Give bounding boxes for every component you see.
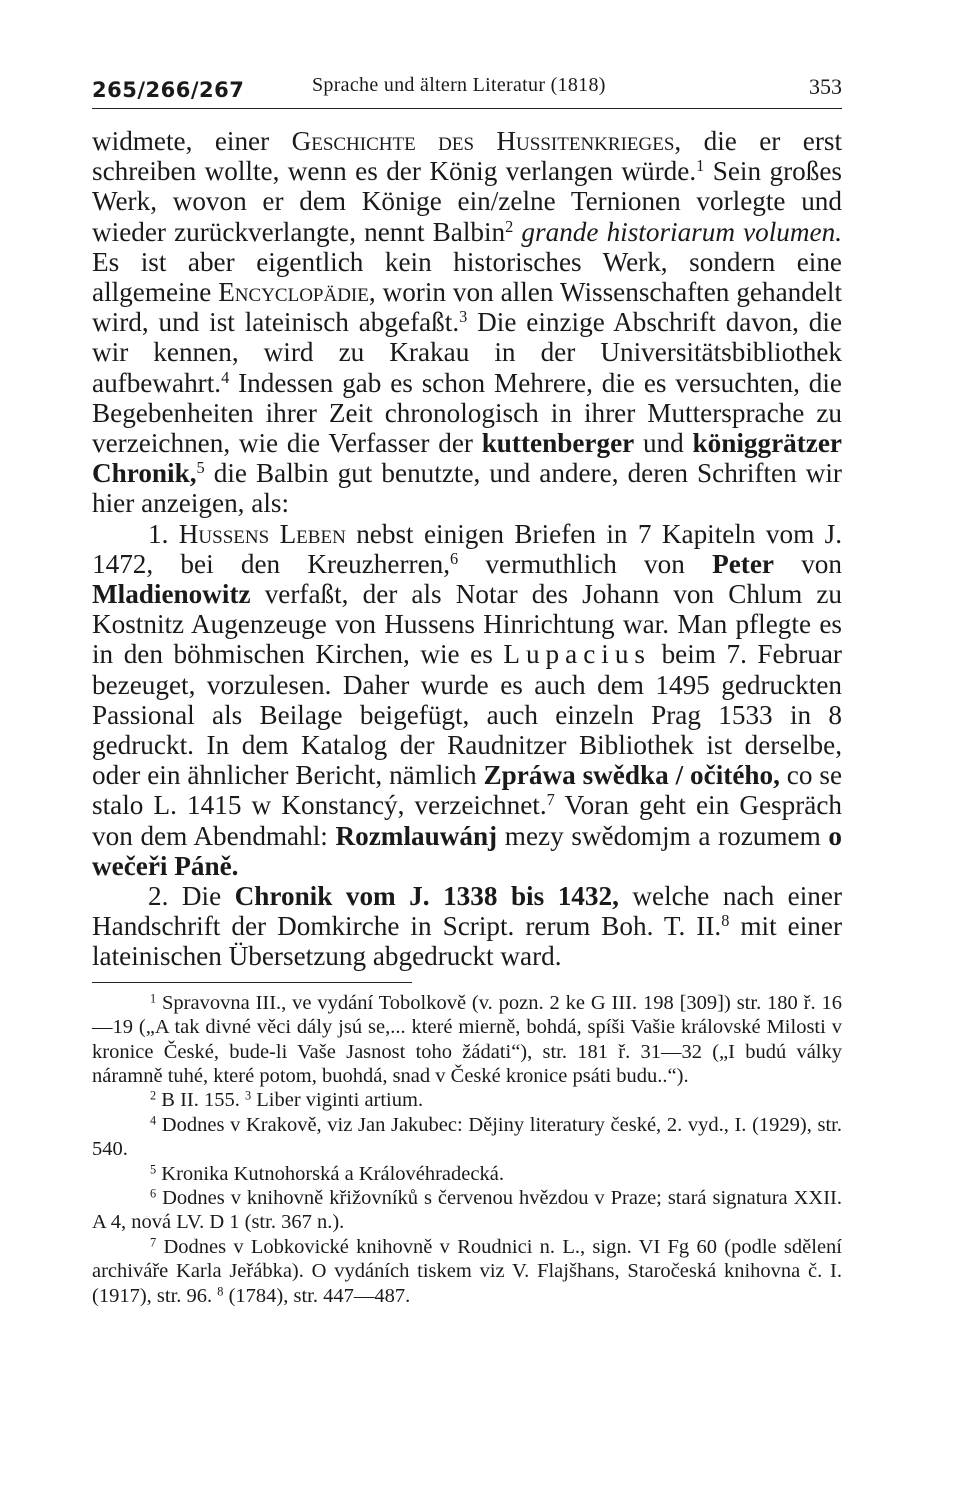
footnote-number: 8: [217, 1283, 224, 1298]
text-run: Indessen gab es schon Mehrere, die es versuchten, die Begebenheiten ihrer Zeit chronologisch in ihrer Muttersprache zu verzeichnen, wie die Verfasser der: [92, 367, 842, 459]
paragraph-2: [92, 519, 842, 881]
footnote-rule: [92, 982, 412, 983]
footnote-text: (1784), str. 447—487.: [223, 1284, 411, 1307]
text-run: 2. Die: [148, 881, 235, 912]
text-run: Voran geht ein Gespräch von dem Abendmahl:: [92, 790, 842, 851]
text-run: nebst einigen Briefen in 7 Kapiteln vom J. 1472, bei den Kreuzherren,: [92, 518, 842, 579]
bold-title: Zpráwa swědka / očitého,: [483, 760, 780, 791]
footnote-number: 6: [150, 1186, 157, 1201]
footnotes: [92, 991, 842, 1308]
footnote-number: 7: [150, 1235, 157, 1249]
footnote-text: Dodnes v Krakově, viz Jan Jakubec: Dějiny literatury české, 2. vyd., I. (1929), str. 540.: [92, 1113, 842, 1161]
text-run: Es ist aber eigentlich kein historisches Werk, sondern eine allgemeine: [92, 246, 842, 308]
text-run: die Balbin gut benutzte, und andere, deren Schriften wir hier anzeigen, als:: [92, 458, 842, 519]
small-caps-title: Geschichte des Hussitenkrieges: [291, 126, 675, 156]
text-run: beim 7. Februar bezeuget, vorzulesen. Daher wurde es auch dem 1495 gedruckten Passional als Beilage beigefügt, auch einzeln Prag 1533 in 8 gedruckt. In dem Katalog der Raudnitzer Bibliothek ist derselbe, oder ein ähnlicher Bericht, nämlich: [92, 639, 842, 791]
footnote-ref: 5: [196, 458, 205, 478]
text-run: und: [634, 428, 693, 459]
text-run: Sein großes Werk, wovon er dem Könige ein/zelne Ternionen vorlegte und wieder zurückverlangte, nennt Balbin: [92, 156, 842, 247]
bold-title: Chronik vom J. 1338 bis 1432,: [234, 881, 619, 912]
text-run: mit einer lateinischen Übersetzung abgedruckt ward.: [92, 911, 842, 972]
footnote-text: Liber viginti artium.: [251, 1089, 424, 1112]
bold-name: Peter: [712, 548, 774, 579]
text-run: widmete, einer: [92, 126, 292, 156]
footnote-number: 2: [150, 1088, 157, 1103]
footnote-number: 1: [150, 990, 157, 1005]
footnote-ref: 2: [505, 216, 514, 236]
footnote-2-3: [92, 1088, 842, 1112]
footnote-text: Spravovna III., ve vydání Tobolkově (v. pozn. 2 ke G III. 198 [309]) str. 180 ř. 16—19 („A tak divné věci dály jsú se,... které mierně, bohdá, spíši Vašie královské Milosti v kronice České, bude-li Vaše Jasnost toho žádati“), str. 181 ř. 31—32 („I budú války náramně tuhé, které potom, buohdá, snad v České kronice psáti budu..“).: [92, 991, 842, 1087]
bold-title: o wečeři Páně.: [92, 820, 842, 881]
main-text: [92, 126, 842, 972]
small-caps-term: Encyclopädie: [218, 277, 369, 308]
book-page: [92, 70, 842, 1470]
footnote-text: Dodnes v Lobkovické knihovně v Roudnici n. L., sign. VI Fg 60 (podle sdělení archiváře Karla Jeřábka). O vydáních tiskem viz V. Flajšhans, Staročeská knihovna č. I. (1917), str. 96.: [92, 1235, 842, 1307]
footnote-number: 5: [150, 1161, 157, 1176]
text-run: von: [773, 548, 842, 579]
page-range: 265/266/267: [92, 78, 245, 102]
running-header: [92, 70, 842, 110]
footnote-6: [92, 1186, 842, 1235]
paragraph-3: [92, 881, 842, 972]
footnote-1: [92, 991, 842, 1089]
footnote-number: 4: [150, 1112, 157, 1127]
bold-title: Rozmlauwánj: [335, 820, 498, 851]
footnote-text: Kronika Kutnohorská a Královéhradecká.: [156, 1162, 504, 1185]
text-run: verfaßt, der als Notar des Johann von Chlum zu Kostnitz Augenzeuge von Hussens Hinrichtung war. Man pflegte es in den böhmischen Kirchen, wie es: [92, 579, 842, 670]
footnote-ref: 8: [721, 911, 730, 931]
header-rule: [92, 108, 842, 109]
text-run: , worin von allen Wissenschaften gehandelt wird, und ist lateinisch abgefaßt.: [92, 277, 842, 338]
footnote-ref: 4: [221, 367, 230, 387]
text-run: mezy swědomjm a rozumem: [497, 820, 829, 851]
bold-term: königgrätzer Chronik,: [92, 428, 842, 489]
footnote-ref: 7: [546, 790, 555, 810]
footnote-ref: 3: [459, 307, 468, 327]
text-run: Die einzige Abschrift davon, die wir kennen, wird zu Krakau in der Universitätsbibliothek aufbewahrt.: [92, 307, 843, 398]
footnote-ref: 1: [696, 156, 705, 176]
text-run: welche nach einer Handschrift der Domkirche in Script. rerum Boh. T. II.: [92, 881, 843, 942]
page-number: 353: [809, 74, 842, 99]
footnote-text: Dodnes v knihovně křižovníků s červenou hvězdou v Praze; stará signatura XXII. A 4, nová LV. D 1 (str. 367 n.).: [92, 1186, 842, 1234]
small-caps-title: Hussens Leben: [178, 518, 346, 549]
running-title: Sprache und ältern Literatur (1818): [312, 74, 606, 96]
paragraph-1: [92, 126, 842, 519]
text-run: vermuthlich von: [458, 548, 713, 579]
footnote-7-8: [92, 1235, 842, 1308]
bold-term: kuttenberger: [481, 428, 635, 459]
footnote-text: B II. 155.: [156, 1089, 245, 1112]
italic-title: grande historiarum volumen.: [521, 216, 842, 247]
footnote-ref: 6: [450, 548, 459, 568]
footnote-4: [92, 1113, 842, 1162]
text-run: 1.: [148, 518, 179, 549]
bold-name: Mladienowitz: [92, 579, 251, 610]
spaced-name: Lupacius: [503, 639, 652, 670]
footnote-number: 3: [244, 1088, 252, 1103]
footnote-5: [92, 1162, 842, 1186]
text-run: , die er erst schreiben wollte, wenn es der König verlangen würde.: [92, 126, 843, 187]
text-run: co se stalo L. 1415 w Konstancý, verzeichnet.: [92, 760, 843, 821]
